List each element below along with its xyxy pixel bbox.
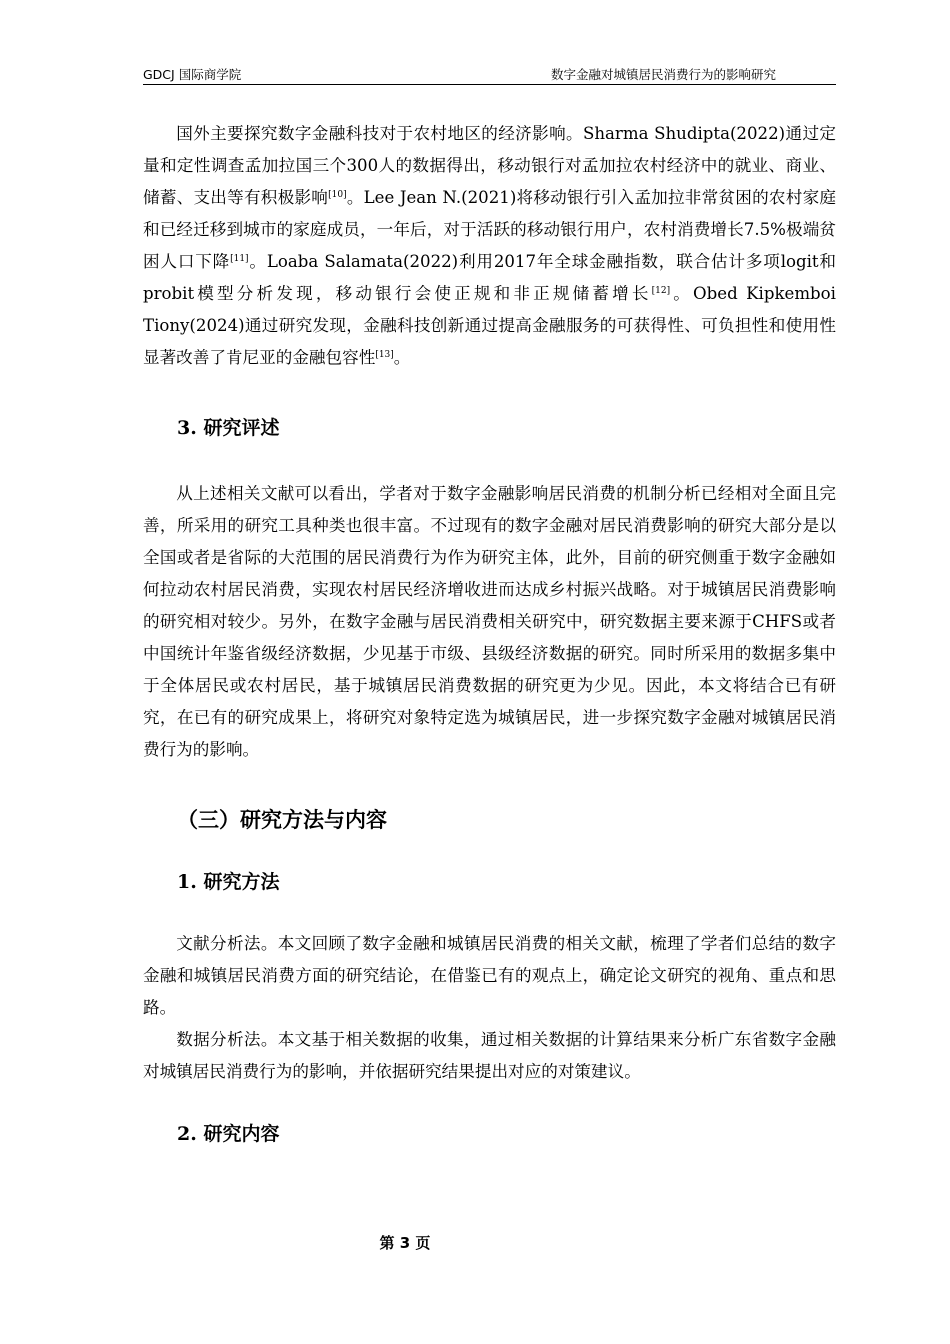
page-header xyxy=(143,66,836,85)
citation-ref: [13] xyxy=(375,350,394,360)
citation-ref: [10] xyxy=(328,190,347,200)
heading-section-three: （三）研究方法与内容 xyxy=(177,808,387,832)
text-segment: 国外主要探究数字金融科技对于农村地区的经济影响。Sharma Shudipta(2022)通过定量和定性调查孟加拉国三个300人的数据得出，移动银行对孟加拉农村经济中的就业、商业、储蓄、支出等有积极影响 xyxy=(143,124,836,207)
text-segment: 。 xyxy=(393,348,411,367)
paragraph-data-method: 数据分析法。本文基于相关数据的收集，通过相关数据的计算结果来分析广东省数字金融对城镇居民消费行为的影响，并依据研究结果提出对应的对策建议。 xyxy=(143,1030,836,1081)
text-segment: 。Loaba Salamata(2022)利用2017年全球金融指数，联合估计多项logit和probit模型分析发现，移动银行会使正规和非正规储蓄增长 xyxy=(143,252,837,303)
page-body xyxy=(143,118,836,1150)
text-segment: 。Lee Jean N.(2021)将移动银行引入孟加拉非常贫困的农村家庭和已经迁移到城市的家庭成员，一年后，对于活跃的移动银行用户，农村消费增长7.5%极端贫困人口下降 xyxy=(143,188,837,271)
heading-research-contents: 2. 研究内容 xyxy=(177,1123,280,1145)
heading-research-review: 3. 研究评述 xyxy=(177,417,280,439)
page-number: 第 3 页 xyxy=(379,1234,431,1252)
citation-ref: [12] xyxy=(651,286,671,296)
paragraph-foreign-research xyxy=(143,118,836,374)
citation-ref: [11] xyxy=(230,254,249,264)
paragraph-literature-method: 文献分析法。本文回顾了数字金融和城镇居民消费的相关文献，梳理了学者们总结的数字金融和城镇居民消费方面的研究结论，在借鉴已有的观点上，确定论文研究的视角、重点和思路。 xyxy=(143,934,836,1017)
paragraph-research-review: 从上述相关文献可以看出，学者对于数字金融影响居民消费的机制分析已经相对全面且完善，所采用的研究工具种类也很丰富。不过现有的数字金融对居民消费影响的研究大部分是以全国或者是省际的大范围的居民消费行为作为研究主体，此外，目前的研究侧重于数字金融如何拉动农村居民消费，实现农村居民经济增收进而达成乡村振兴战略。对于城镇居民消费影响的研究相对较少。另外，在数字金融与居民消费相关研究中，研究数据主要来源于CHFS或者中国统计年鉴省级经济数据，少见基于市级、县级经济数据的研究。同时所采用的数据多集中于全体居民或农村居民，基于城镇居民消费数据的研究更为少见。因此，本文将结合已有研究，在已有的研究成果上，将研究对象特定选为城镇居民，进一步探究数字金融对城镇居民消费行为的影响。 xyxy=(143,484,836,759)
header-institution: GDCJ 国际商学院 xyxy=(143,67,242,82)
text-segment: 。Obed Kipkemboi Tiony(2024)通过研究发现，金融科技创新通过提高金融服务的可获得性、可负担性和使用性显著改善了肯尼亚的金融包容性 xyxy=(143,284,836,367)
header-title: 数字金融对城镇居民消费行为的影响研究 xyxy=(550,67,776,82)
heading-research-methods: 1. 研究方法 xyxy=(177,871,280,893)
